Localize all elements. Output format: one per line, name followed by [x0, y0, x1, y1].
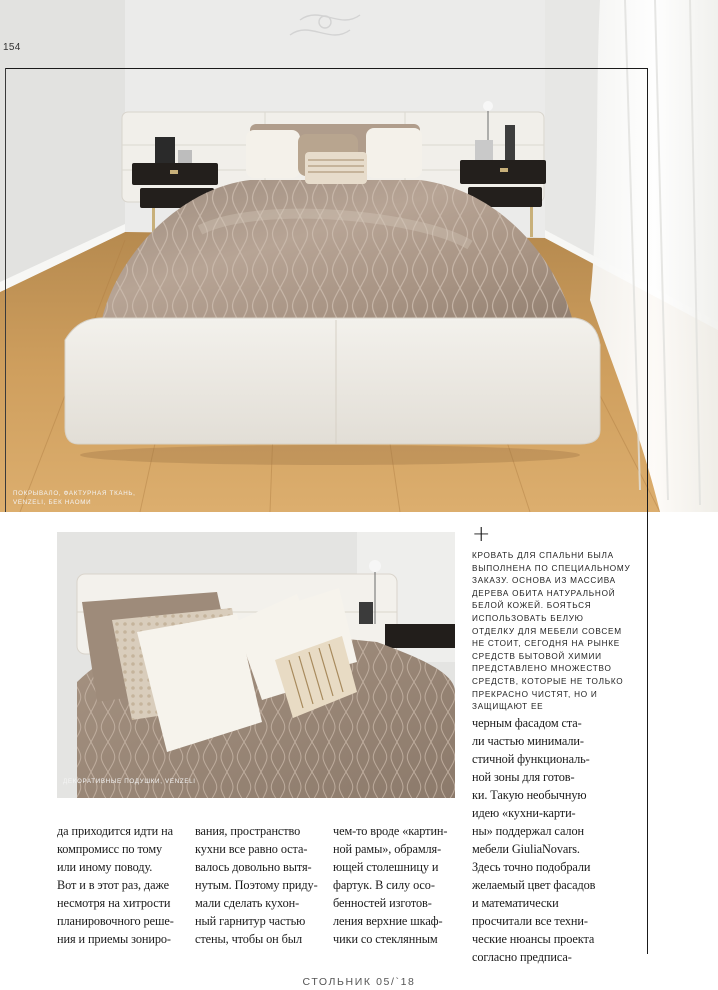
text-line: ния и приемы зониро- [57, 932, 171, 946]
text-column-2 [195, 822, 318, 948]
text-column-4 [472, 714, 595, 966]
text-line: стичной функциональ- [472, 752, 590, 766]
side-caption-line: ПРЕКРАСНО ЧИСТЯТ, НО И [472, 689, 598, 699]
text-line: ны» поддержал салон [472, 824, 584, 838]
page-number: 154 [3, 42, 21, 53]
text-line: бенностей изготов- [333, 896, 432, 910]
text-line: чики со стеклянным [333, 932, 438, 946]
side-caption-line: ОТДЕЛКУ ДЛЯ МЕБЕЛИ СОВСЕМ [472, 626, 622, 636]
caption-line: ПОКРЫВАЛО, ФАКТУРНАЯ ТКАНЬ, [13, 490, 136, 497]
side-caption-line: ЗАКАЗУ. ОСНОВА ИЗ МАССИВА [472, 576, 616, 586]
text-line: ющей столешницу и [333, 860, 439, 874]
side-caption-line: КРОВАТЬ ДЛЯ СПАЛЬНИ БЫЛА [472, 551, 614, 560]
side-caption-line: ВЫПОЛНЕНА ПО СПЕЦИАЛЬНОМУ [472, 563, 631, 573]
text-line: ческие нюансы проекта [472, 932, 595, 946]
side-caption-line: СРЕДСТВ БЫТОВОЙ ХИМИИ [472, 651, 602, 661]
text-line: стены, чтобы он был [195, 932, 302, 946]
text-line: желаемый цвет фасадов [472, 878, 596, 892]
text-line: черным фасадом ста- [472, 716, 582, 730]
text-line: мали сделать кухон- [195, 896, 300, 910]
text-line: или иному поводу. [57, 860, 153, 874]
pillows-photo [57, 532, 455, 798]
text-line: компромисс по тому [57, 842, 163, 856]
text-line: Вот и в этот раз, даже [57, 878, 170, 892]
text-line: ления верхние шкаф- [333, 914, 443, 928]
text-line: планировочного реше- [57, 914, 174, 928]
side-caption-line: СРЕДСТВ, КОТОРЫЕ НЕ ТОЛЬКО [472, 676, 624, 686]
side-caption-line: ПРЕДСТАВЛЕНО МНОЖЕСТВО [472, 664, 612, 674]
text-line: ной зоны для готов- [472, 770, 575, 784]
text-line: несмотря на хитрости [57, 896, 171, 910]
text-line: согласно предписа- [472, 950, 572, 964]
text-line: и математически [472, 896, 559, 910]
text-line: ный гарнитур частью [195, 914, 306, 928]
frame-right-line [647, 68, 648, 954]
text-line: мебели GiuliaNovars. [472, 842, 580, 856]
text-line: фартук. В силу осо- [333, 878, 435, 892]
text-line: вания, пространство [195, 824, 301, 838]
text-line: чем-то вроде «картин- [333, 824, 448, 838]
text-column-1 [57, 822, 174, 948]
text-line: ной рамы», обрамля- [333, 842, 442, 856]
text-line: Здесь точно подобрали [472, 860, 591, 874]
top-photo-caption [13, 489, 136, 507]
side-caption-line: НЕ СТОИТ, СЕГОДНЯ НА РЫНКЕ [472, 639, 620, 649]
frame-top-line [5, 68, 648, 69]
side-caption-line: ЗАЩИЩАЮТ ЕЕ [472, 702, 544, 712]
bed-side-caption [472, 550, 637, 714]
side-caption-line: ИСПОЛЬЗОВАТЬ БЕЛУЮ [472, 613, 584, 623]
pillows-illustration [57, 532, 455, 798]
frame-left-line [5, 68, 6, 512]
text-line: валось довольно вытя- [195, 860, 312, 874]
text-line: идею «кухни-карти- [472, 806, 576, 820]
text-column-3 [333, 822, 447, 948]
text-line: ли частью минимали- [472, 734, 584, 748]
text-line: да приходится идти на [57, 824, 173, 838]
magazine-footer: СТОЛЬНИК 05/`18 [302, 976, 416, 988]
text-line: нутым. Поэтому приду- [195, 878, 318, 892]
second-photo-caption: ДЕКОРАТИВНЫЕ ПОДУШКИ, VENZELI [63, 778, 196, 785]
caption-line: VENZELI, БЕК НАОМИ [13, 499, 92, 506]
side-caption-line: ДЕРЕВА ОБИТА НАТУРАЛЬНОЙ [472, 588, 616, 598]
side-caption-line: БЕЛОЙ КОЖЕЙ. БОЯТЬСЯ [472, 601, 592, 611]
text-line: просчитали все техни- [472, 914, 588, 928]
text-line: ки. Такую необычную [472, 788, 587, 802]
text-line: кухни все равно оста- [195, 842, 308, 856]
plus-mark: + [472, 522, 491, 547]
